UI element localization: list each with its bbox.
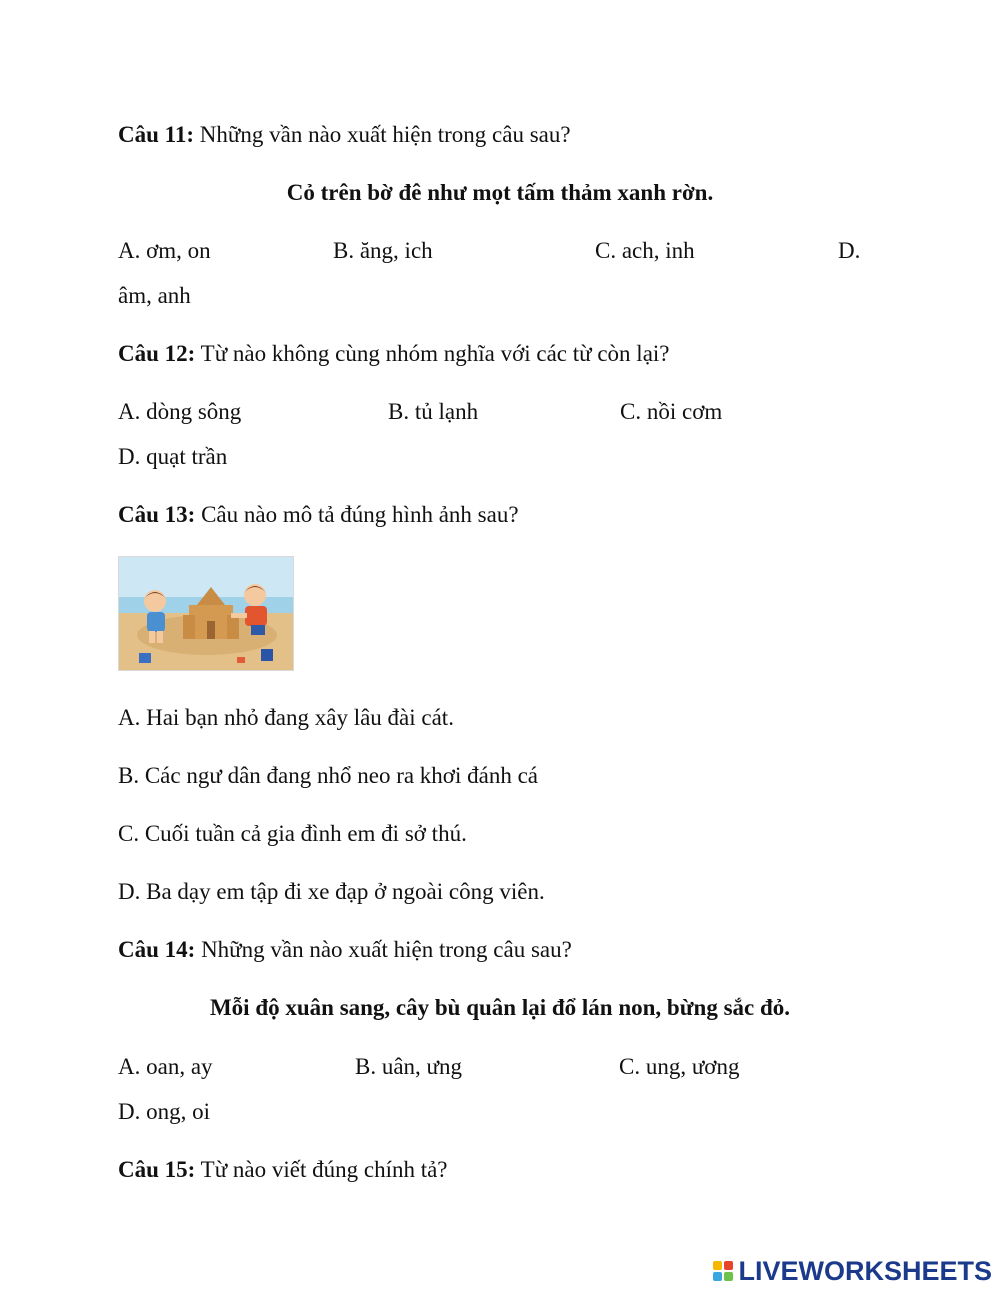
liveworksheets-logo-icon xyxy=(713,1261,733,1281)
question-14-option-b[interactable]: B. uân, ưng xyxy=(355,1054,463,1079)
question-11-option-c[interactable]: C. ach, inh xyxy=(595,238,695,263)
question-11 xyxy=(118,123,571,146)
question-14-text: Những vần nào xuất hiện trong câu sau? xyxy=(195,937,572,962)
question-12-option-b[interactable]: B. tủ lạnh xyxy=(388,399,479,424)
question-13-option-d[interactable]: D. Ba dạy em tập đi xe đạp ở ngoài công viên. xyxy=(118,879,545,904)
question-13-label: Câu 13: xyxy=(118,502,196,527)
question-13-text: Câu nào mô tả đúng hình ảnh sau? xyxy=(195,502,519,527)
question-12-label: Câu 12: xyxy=(118,341,196,366)
question-14-sentence: Mỗi độ xuân sang, cây bù quân lại đổ lán non, bừng sắc đỏ. xyxy=(209,995,791,1020)
question-12-text: Từ nào không cùng nhóm nghĩa với các từ còn lại? xyxy=(195,341,670,366)
question-13 xyxy=(118,503,519,526)
question-11-option-b[interactable]: B. ăng, ich xyxy=(333,238,433,263)
question-15-label: Câu 15: xyxy=(118,1157,196,1182)
liveworksheets-logo-text: LIVEWORKSHEETS xyxy=(738,1255,992,1286)
question-15 xyxy=(118,1158,448,1181)
question-11-option-d-text[interactable]: âm, anh xyxy=(118,283,191,308)
question-15-text: Từ nào viết đúng chính tả? xyxy=(195,1157,448,1182)
question-11-option-d[interactable]: D. xyxy=(838,238,861,263)
question-11-text: Những vần nào xuất hiện trong câu sau? xyxy=(194,122,571,147)
sandcastle-illustration xyxy=(118,556,294,671)
question-13-option-a[interactable]: A. Hai bạn nhỏ đang xây lâu đài cát. xyxy=(118,705,454,730)
question-12 xyxy=(118,342,670,365)
question-14-option-c[interactable]: C. ung, ương xyxy=(619,1054,740,1079)
liveworksheets-logo xyxy=(713,1255,992,1287)
question-13-option-c[interactable]: C. Cuối tuần cả gia đình em đi sở thú. xyxy=(118,821,467,846)
question-14-label: Câu 14: xyxy=(118,937,196,962)
question-13-option-b[interactable]: B. Các ngư dân đang nhổ neo ra khơi đánh cá xyxy=(118,763,538,788)
question-14 xyxy=(118,938,572,961)
question-11-label: Câu 11: xyxy=(118,122,195,147)
question-11-sentence: Cỏ trên bờ đê như mọt tấm thảm xanh rờn. xyxy=(286,180,714,205)
question-11-option-a[interactable]: A. ơm, on xyxy=(118,238,211,263)
question-14-option-d[interactable]: D. ong, oi xyxy=(118,1099,210,1124)
question-12-option-a[interactable]: A. dòng sông xyxy=(118,399,242,424)
question-12-option-d[interactable]: D. quạt trần xyxy=(118,444,228,469)
sandcastle-image xyxy=(119,557,294,671)
question-14-option-a[interactable]: A. oan, ay xyxy=(118,1054,213,1079)
question-12-option-c[interactable]: C. nồi cơm xyxy=(620,399,723,424)
